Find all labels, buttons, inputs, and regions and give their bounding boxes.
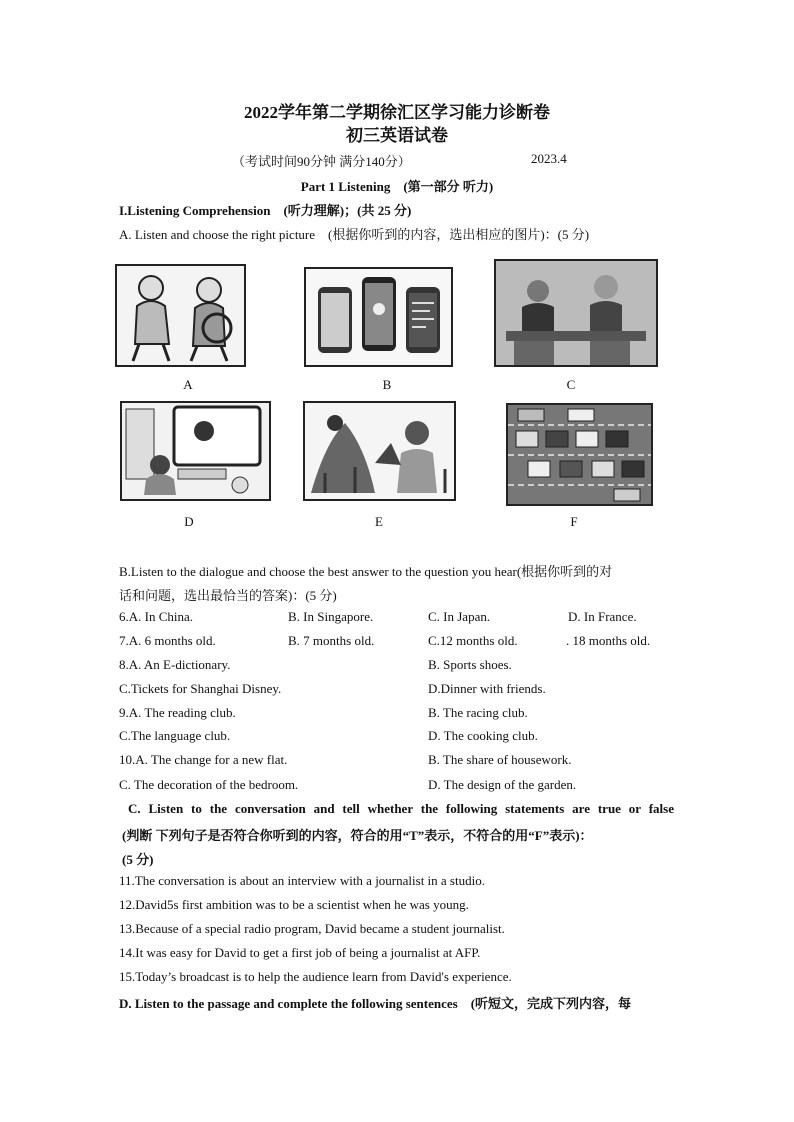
q7-option-b[interactable]: B. 7 months old. [288, 633, 375, 648]
statement-11: 11.The conversation is about an interview with a journalist in a studio. [119, 873, 485, 888]
q9-option-b[interactable]: B. The racing club. [428, 705, 528, 720]
q6-option-b[interactable]: B. In Singapore. [288, 609, 374, 624]
picture-f[interactable] [506, 403, 653, 506]
statement-14: 14.It was easy for David to get a first job of being a journalist at AFP. [119, 945, 481, 960]
q7-option-a[interactable]: 7.A. 6 months old. [119, 633, 216, 648]
q6-option-d[interactable]: D. In France. [568, 609, 637, 624]
section-c-instruction-3: (5 分) [122, 852, 154, 867]
traffic-jam-icon [508, 405, 651, 504]
q9-option-a[interactable]: 9.A. The reading club. [119, 705, 236, 720]
picture-c-label: C [566, 377, 576, 392]
section-c-instruction-2: (判断 下列句子是否符合你听到的内容，符合的用“T”表示，不符合的用“F”表示)： [122, 828, 593, 843]
section-a-instruction: A. Listen and choose the right picture (根据你听到的内容，选出相应的图片)：(5 分) [119, 227, 590, 242]
q7-option-d[interactable]: . 18 months old. [566, 633, 651, 648]
statement-15: 15.Today’s broadcast is to help the audience learn from David's experience. [119, 969, 512, 984]
picture-e-label: E [375, 514, 383, 529]
section-c-instruction-1: C. Listen to the conversation and tell whether the following statements are true or false [128, 801, 674, 816]
picture-e[interactable] [303, 401, 456, 501]
exam-subtitle: 初三英语试卷 [346, 126, 448, 145]
q8-option-d[interactable]: D.Dinner with friends. [428, 681, 546, 696]
girl-in-garden-icon [305, 403, 454, 499]
part1-heading: Part 1 Listening (第一部分 听力) [300, 179, 494, 194]
picture-f-label: F [570, 514, 578, 529]
picture-b-label: B [382, 377, 392, 392]
exam-info: （考试时间90分钟 满分140分） [232, 154, 411, 169]
q10-option-c[interactable]: C. The decoration of the bedroom. [119, 777, 299, 792]
picture-b[interactable] [304, 267, 453, 367]
picture-d[interactable] [120, 401, 271, 501]
two-speakers-podium-icon [496, 261, 656, 365]
q8-option-a[interactable]: 8.A. An E-dictionary. [119, 657, 231, 672]
q7-option-c[interactable]: C.12 months old. [428, 633, 518, 648]
q10-option-b[interactable]: B. The share of housework. [428, 752, 572, 767]
q6-option-a[interactable]: 6.A. In China. [119, 609, 194, 624]
exam-date: 2023.4 [531, 151, 567, 166]
section1-heading: I.Listening Comprehension (听力理解)；(共 25 分) [119, 203, 412, 218]
child-at-computer-icon [122, 403, 269, 499]
picture-c[interactable] [494, 259, 658, 367]
picture-a-label: A [183, 377, 193, 392]
picture-d-label: D [184, 514, 194, 529]
q6-option-c[interactable]: C. In Japan. [428, 609, 491, 624]
section-b-instruction-1: B.Listen to the dialogue and choose the best answer to the question you hear(根据你听到的对 [119, 564, 613, 579]
section-d-instruction: D. Listen to the passage and complete the following sentences (听短文，完成下列内容，每 [119, 996, 632, 1011]
q10-option-a[interactable]: 10.A. The change for a new flat. [119, 752, 288, 767]
three-phones-fitness-app-icon [306, 269, 451, 365]
q9-option-d[interactable]: D. The cooking club. [428, 728, 538, 743]
exam-title: 2022学年第二学期徐汇区学习能力诊断卷 [244, 103, 550, 122]
q10-option-d[interactable]: D. The design of the garden. [428, 777, 577, 792]
q8-option-c[interactable]: C.Tickets for Shanghai Disney. [119, 681, 282, 696]
section-b-instruction-2: 话和问题，选出最恰当的答案)：(5 分) [119, 588, 337, 603]
picture-a[interactable] [115, 264, 246, 367]
statement-12: 12.David5s first ambition was to be a scientist when he was young. [119, 897, 469, 912]
two-people-steering-wheel-icon [117, 266, 244, 365]
q8-option-b[interactable]: B. Sports shoes. [428, 657, 512, 672]
statement-13: 13.Because of a special radio program, David became a student journalist. [119, 921, 505, 936]
q9-option-c[interactable]: C.The language club. [119, 728, 231, 743]
